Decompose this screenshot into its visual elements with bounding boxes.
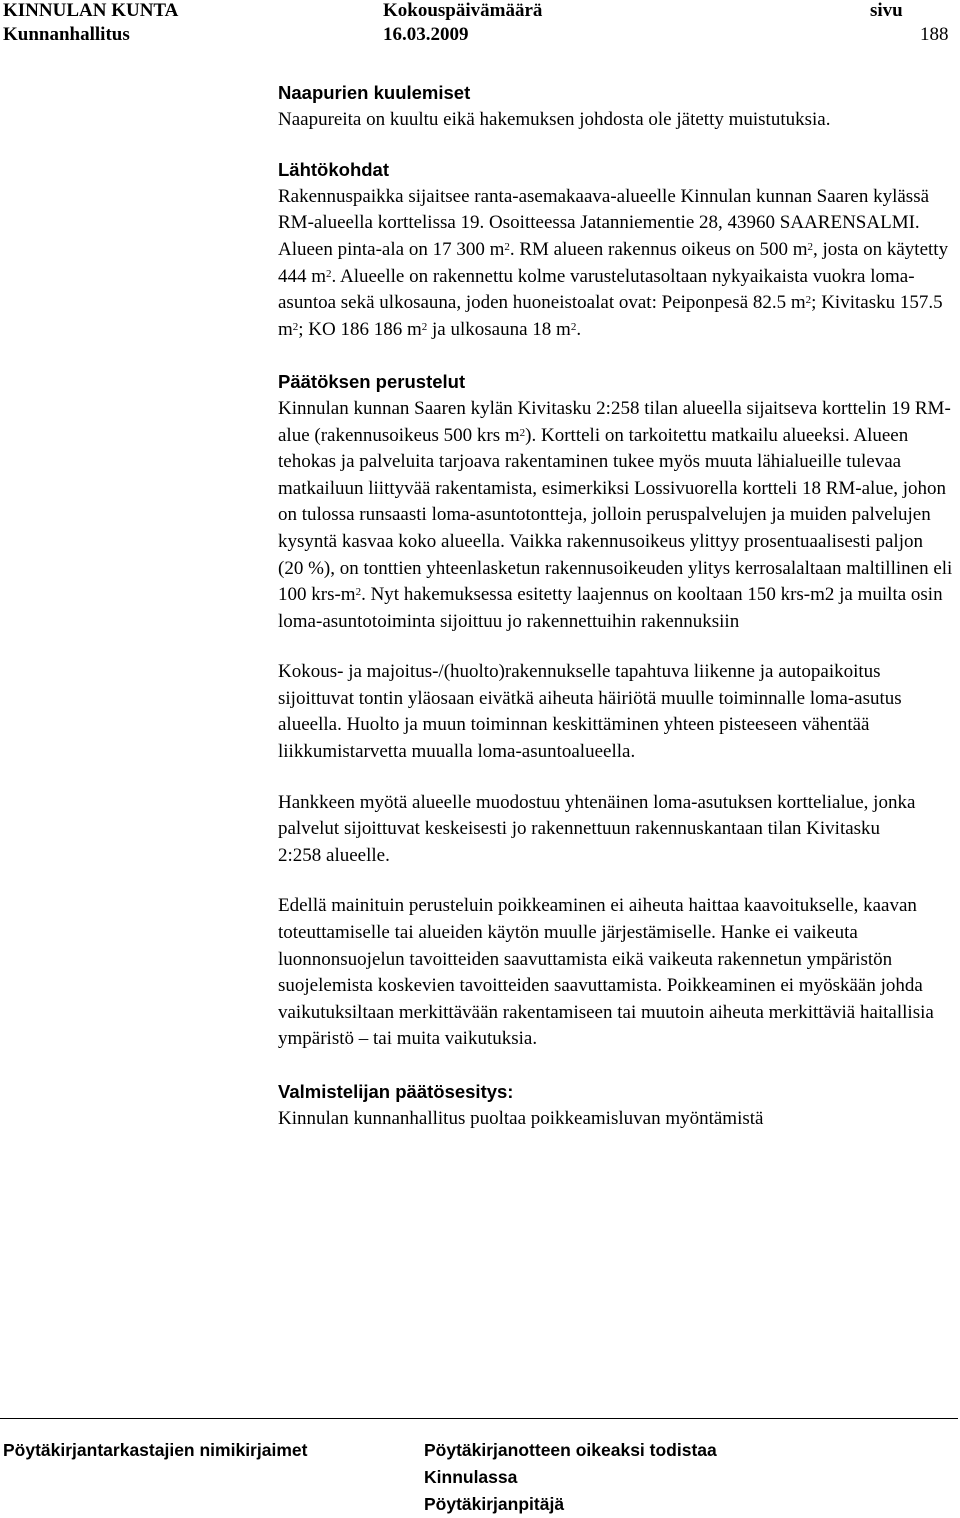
paragraph-text: . <box>576 318 582 340</box>
superscript: 2 <box>805 294 812 307</box>
paragraph-text: ja ulkosauna 18 m <box>427 318 571 340</box>
paragraph-text: . Alueelle on rakennettu kolme varustelutasoltaan nykyaikaista vuokra loma-asuntoa sekä ulkosauna, joden huoneistoalat ovat: Peiponpesä 82.5 m <box>278 265 915 314</box>
paragraph-text: ). Kortteli on tarkoitettu matkailu alueeksi. Alueen tehokas ja palveluita tarjoava rakentaminen tukee myös muuta lähialueille tulevaa matkailuun liittyvää rakentamista, esimerkiksi Lossivuorella kortteli 18 RM-alue, johon on tulossa runsaasti loma-asuntotontteja, jolloin peruspalvelujen ja muiden palvelujen kysyntä kasvaa koko alueella. Vaikka rakennusoikeus ylittyy prosentuaalisesti paljon (20 %), on tonttien yhteenlasketun rakennusoikeuden ylitys kerrosalaltaan maltillinen eli 100 krs-m <box>278 424 953 606</box>
paragraph-text: . Nyt hakemuksessa esitetty laajennus on kooltaan 150 krs-m2 ja muilta osin loma-asuntotoiminta sijoittuu jo rakennettuihin rakennuksiin <box>278 584 943 632</box>
organization-name: KINNULAN KUNTA <box>3 0 179 21</box>
paragraph: Kokous- ja majoitus-/(huolto)rakennukselle tapahtuva liikenne ja autopaikoitus sijoittuvat tontin yläosaan eivätkä aiheuta häiriötä muulle toiminnalle loma-asutus alueella. Huolto ja muun toiminnan keskittäminen yhteen pisteeseen vähentää liikkumistarvetta muualla loma-asuntoalueella. <box>278 661 902 763</box>
paragraph-text: ; Kivitasku 157.5 m <box>278 292 943 340</box>
section-lahtokohdat <box>278 157 958 343</box>
superscript: 2 <box>421 320 428 333</box>
paragraph: Hankkeen myötä alueelle muodostuu yhtenäinen loma-asutuksen korttelialue, jonka palvelut sijoittuvat keskeisesti jo rakennettuun rakennuskantaan tilan Kivitasku 2:258 alueelle. <box>278 791 916 866</box>
paragraph-text: ; KO 186 186 m <box>298 318 422 340</box>
section-valmistelijan-paatosesitys <box>278 1079 958 1132</box>
section-heading: Päätöksen perustelut <box>278 371 466 393</box>
section-paatoksen-perustelut <box>278 369 958 1053</box>
paragraph-text: Alueen pinta-ala on 17 300 m <box>278 238 505 260</box>
superscript: 2 <box>355 586 362 599</box>
superscript: 2 <box>326 267 332 280</box>
section-naapurien-kuulemiset <box>278 80 958 133</box>
superscript: 2 <box>807 240 813 253</box>
footer-certification-label: Pöytäkirjanotteen oikeaksi todistaa <box>424 1440 717 1460</box>
footer-initials-label: Pöytäkirjantarkastajien nimikirjaimet <box>3 1440 308 1460</box>
meeting-date: 16.03.2009 <box>383 24 469 45</box>
superscript: 2 <box>504 240 510 253</box>
section-heading: Naapurien kuulemiset <box>278 82 471 103</box>
governing-body: Kunnanhallitus <box>3 24 130 45</box>
section-text: Naapureita on kuultu eikä hakemuksen johdosta ole jätetty muistutuksia. <box>278 108 831 130</box>
superscript: 2 <box>519 426 526 439</box>
paragraph <box>278 184 953 344</box>
superscript: 2 <box>570 320 577 333</box>
page-number: 188 <box>920 24 949 45</box>
footer-place: Kinnulassa <box>424 1467 518 1487</box>
page-label: sivu <box>870 0 903 21</box>
superscript: 2 <box>292 320 299 333</box>
paragraph-text: Kinnulan kunnan Saaren kylän Kivitasku 2:258 tilan alueella sijaitseva korttelin 19 RM-alue (rakennusoikeus 500 krs m <box>278 397 951 446</box>
paragraph: Edellä mainituin perusteluin poikkeaminen ei aiheuta haittaa kaavoitukselle, kaavan toteuttamiselle tai alueiden käytön muulle järjestämiselle. Hanke ei vaikeuta luonnonsuojelun tavoitteiden saavuttamista eikä vaikeuta rakennetun ympäristön suojelemista koskevien tavoitteiden saavuttamista. Poikkeaminen ei myöskään johda vaikutuksiltaan merkittävään rakentamiseen tai muutoin aiheuta merkittäviä haitallisia ympäristö – tai muita vaikutuksia. <box>278 895 934 1050</box>
footer-secretary-label: Pöytäkirjanpitäjä <box>424 1494 565 1514</box>
paragraph-text: . RM alueen rakennus oikeus on 500 m <box>509 238 808 260</box>
section-text: Kinnulan kunnanhallitus puoltaa poikkeamisluvan myöntämistä <box>278 1107 764 1129</box>
paragraph-text: Rakennuspaikka sijaitsee ranta-asemakaava-alueelle Kinnulan kunnan Saaren kylässä RM-alueella korttelissa 19. Osoitteessa Jatanniementie 28, 43960 SAARENSALMI. <box>278 185 930 234</box>
paragraph <box>278 396 953 635</box>
paragraph-text: , josta on käytetty 444 m <box>278 238 949 287</box>
meeting-date-label: Kokouspäivämäärä <box>383 0 543 21</box>
footer-divider <box>0 1418 958 1419</box>
section-heading: Lähtökohdat <box>278 159 389 181</box>
section-heading: Valmistelijan päätösesitys: <box>278 1081 514 1102</box>
document-body <box>278 80 958 1132</box>
